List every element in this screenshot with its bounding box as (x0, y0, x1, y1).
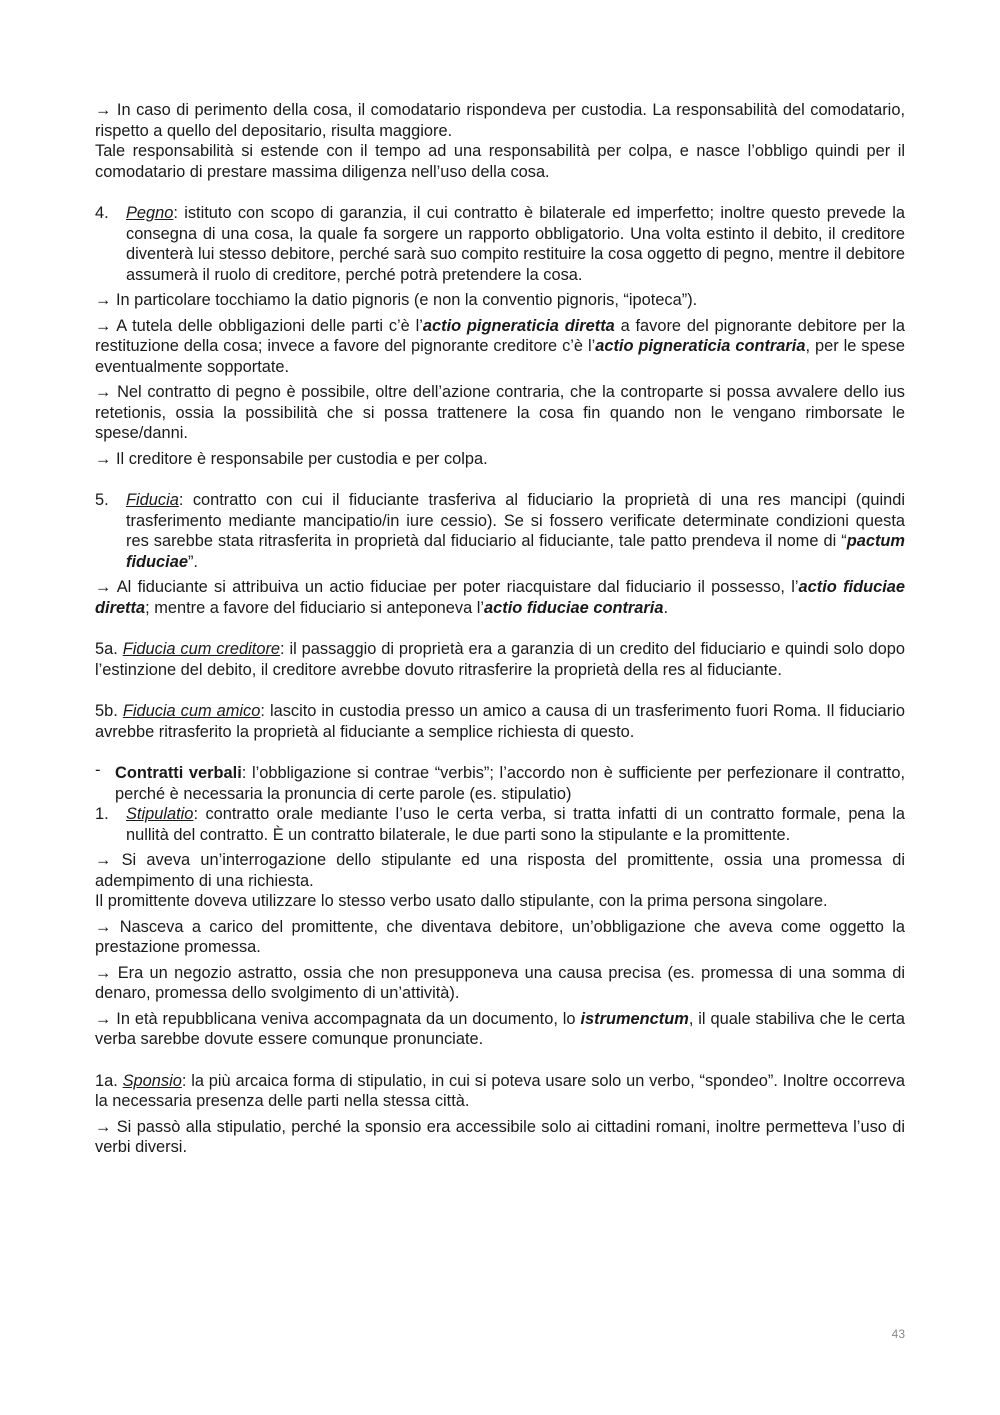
term-actio-contraria: actio pigneraticia contraria (595, 337, 806, 355)
paragraph (95, 701, 905, 742)
page-number: 43 (891, 1327, 905, 1341)
paragraph: Tale responsabilità si estende con il tempo ad una responsabilità per colpa, e nasce l’obbligo quindi per il comodatario di prestare massima diligenza nell’uso della cosa. (95, 142, 905, 181)
list-number: 5. (95, 491, 109, 509)
text: , il quale stabiliva che le certa verba sarebbe dovute essere comunque pronunciate. (95, 1009, 905, 1048)
text: : lascito in custodia presso un amico a causa di un trasferimento fuori Roma. Il fiduciario avrebbe ritrasferito la proprietà al fiduciante a semplice richiesta di questo. (95, 702, 906, 741)
text: → A tutela delle obbligazioni delle parti c’è l’ (95, 316, 423, 335)
list-item-pegno (95, 203, 905, 285)
list-number: 4. (95, 204, 109, 222)
text: a favore del pignorante debitore per la restituzione della cosa; invece a favore del pignorante creditore c’è l’ (95, 316, 905, 355)
paragraph (95, 639, 905, 680)
paragraph (95, 1009, 905, 1050)
term-sponsio: Sponsio (122, 1071, 182, 1090)
paragraph: → Era un negozio astratto, ossia che non presupponeva una causa precisa (es. promessa di una somma di denaro, promessa dello svolgimento di un’attività). (95, 963, 905, 1002)
paragraph: → In particolare tocchiamo la datio pignoris (e non la conventio pignoris, “ipoteca”). (95, 291, 698, 309)
term-actio-fiduciae-contraria: actio fiduciae contraria (484, 598, 664, 617)
term-actio-fiduciae-diretta: actio fiduciae diretta (95, 578, 906, 617)
term-fiducia-cum-amico: Fiducia cum amico (122, 702, 261, 720)
list-text: : istituto con scopo di garanzia, il cui contratto è bilaterale ed imperfetto; inoltre questo prevede la consegna di una cosa, la quale fa sorgere un rapporto obbligatorio. Una volta estinto il debito, il creditore diventerà lui stesso debitore, perché sarà suo compito restituire la cosa oggetto di pegno, mentre il debitore assumerà il ruolo di creditore, perché potrà pretendere la cosa. (126, 204, 905, 284)
term-istrumenctum: istrumenctum (580, 1009, 689, 1028)
list-item-fiducia (95, 490, 905, 572)
text: 5a. (95, 640, 123, 658)
text: → Al fiduciante si attribuiva un actio fiduciae per poter riacquistare dal fiduciario il possesso, l’ (95, 578, 799, 596)
term-contratti-verbali: Contratti verbali (115, 764, 242, 782)
text: 1a. (95, 1071, 123, 1090)
bullet-dash: - (95, 761, 101, 779)
term-fiducia-cum-creditore: Fiducia cum creditore (122, 640, 281, 658)
term-stipulatio: Stipulatio (126, 805, 194, 823)
list-text: : contratto con cui il fiduciante trasferiva al fiduciario la proprietà di una res mancipi (quindi trasferimento mediante mancipatio/in iure cessio). Se si fossero verificate determinate condizioni questa res sarebbe stata ritrasferita in proprietà dal fiduciario al fiduciante, tale patto prendeva il nome di “ (126, 491, 905, 550)
list-text: : contratto orale mediante l’uso le certa verba, si tratta infatti di un contratto formale, pena la nullità del contratto. È un contratto bilaterale, le due parti sono la stipulante e la promittente. (126, 805, 905, 844)
list-text: : l’obbligazione si contrae “verbis”; l’accordo non è sufficiente per perfezionare il contratto, perché è necessaria la pronuncia di certe parole (es. stipulatio) (115, 764, 905, 803)
paragraph: → In caso di perimento della cosa, il comodatario rispondeva per custodia. La responsabilità del comodatario, rispetto a quello del depositario, risulta maggiore. (95, 101, 905, 140)
text: 5b. (95, 702, 123, 720)
text: → In età repubblicana veniva accompagnata da un documento, lo (95, 1009, 581, 1028)
paragraph: → Si aveva un’interrogazione dello stipulante ed una risposta del promittente, ossia una promessa di adempimento di una richiesta. (95, 851, 905, 890)
list-item-stipulatio (95, 804, 905, 845)
paragraph: → Si passò alla stipulatio, perché la sponsio era accessibile solo ai cittadini romani, inoltre permetteva l’uso di verbi diversi. (95, 1117, 905, 1156)
paragraph (95, 577, 905, 618)
text: : la più arcaica forma di stipulatio, in cui si poteva usare solo un verbo, “spondeo”. Inoltre occorreva la necessaria presenza delle parti nella stessa città. (95, 1071, 906, 1110)
paragraph (95, 316, 905, 378)
list-number: 1. (95, 805, 109, 823)
text: ; mentre a favore del fiduciario si anteponeva l’ (145, 598, 485, 617)
text: . (663, 598, 669, 617)
paragraph (95, 1071, 905, 1112)
paragraph: Il promittente doveva utilizzare lo stesso verbo usato dallo stipulante, con la prima persona singolare. (95, 892, 828, 910)
page-body (95, 100, 905, 1158)
term-pegno: Pegno (126, 204, 174, 222)
term-actio-diretta: actio pigneraticia diretta (422, 316, 615, 335)
text: : il passaggio di proprietà era a garanzia di un credito del fiduciario e quindi solo dopo l’estinzione del debito, il creditore avrebbe dovuto ritrasferire la proprietà della res al fiduciante. (95, 640, 905, 679)
term-fiducia: Fiducia (126, 491, 179, 509)
paragraph: → Nasceva a carico del promittente, che diventava debitore, un’obbligazione che aveva come oggetto la prestazione promessa. (95, 917, 905, 956)
text: , per le spese eventualmente sopportate. (95, 337, 905, 376)
term-pactum-fiduciae: pactum fiduciae (126, 532, 905, 571)
paragraph: → Nel contratto di pegno è possibile, oltre dell’azione contraria, che la controparte si possa avvalere dello ius retetionis, ossia la possibilità che si possa trattenere la cosa fin quando non le vengano rimborsate le spese/danni. (95, 383, 905, 442)
paragraph: → Il creditore è responsabile per custodia e per colpa. (95, 449, 488, 468)
text: ”. (187, 552, 198, 571)
bullet-contratti-verbali (95, 763, 905, 804)
